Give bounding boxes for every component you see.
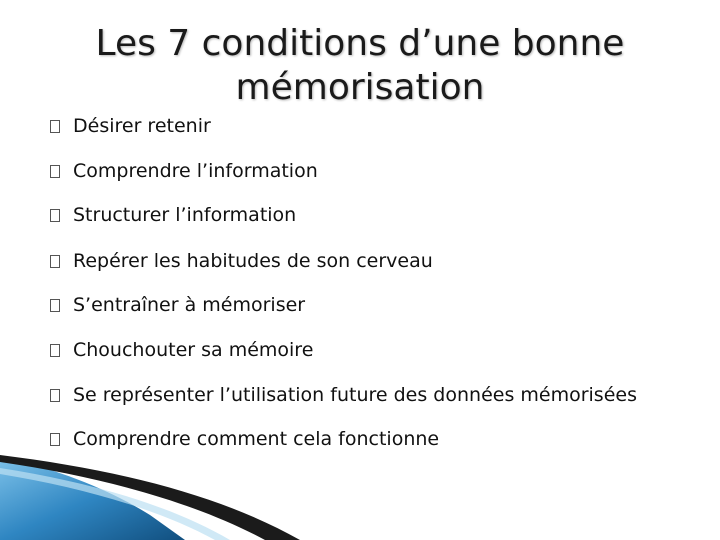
empty-square-icon (50, 120, 60, 133)
bullet-text: Comprendre comment cela fonctionne (73, 428, 440, 450)
empty-square-icon (50, 165, 60, 178)
bullet-item-representer-utilisation (50, 382, 637, 408)
empty-square-icon (50, 255, 60, 268)
bullet-text: Comprendre l’information (73, 160, 318, 182)
bullet-item-reperer-habitudes (50, 248, 433, 274)
empty-square-icon (50, 299, 60, 312)
bullet-item-comprendre-fonctionnement (50, 426, 439, 452)
bullet-item-structurer-information (50, 202, 296, 228)
empty-square-icon (50, 433, 60, 446)
bullet-text: S’entraîner à mémoriser (73, 294, 306, 316)
bullet-text: Se représenter l’utilisation future des données mémorisées (73, 384, 637, 406)
empty-square-icon (50, 344, 60, 357)
bullet-text: Structurer l’information (73, 204, 297, 226)
empty-square-icon (50, 389, 60, 402)
bullet-item-entrainer-memoriser (50, 292, 305, 318)
title-line-2: mémorisation (235, 67, 485, 108)
bullet-item-comprendre-information (50, 158, 318, 184)
bullet-text: Désirer retenir (73, 115, 211, 137)
bullet-text: Chouchouter sa mémoire (73, 339, 314, 361)
empty-square-icon (50, 209, 60, 222)
bullet-item-desirer-retenir (50, 113, 211, 139)
bullet-item-chouchouter-memoire (50, 337, 313, 363)
bullet-text: Repérer les habitudes de son cerveau (73, 250, 433, 272)
title-line-1: Les 7 conditions d’une bonne (95, 23, 625, 64)
